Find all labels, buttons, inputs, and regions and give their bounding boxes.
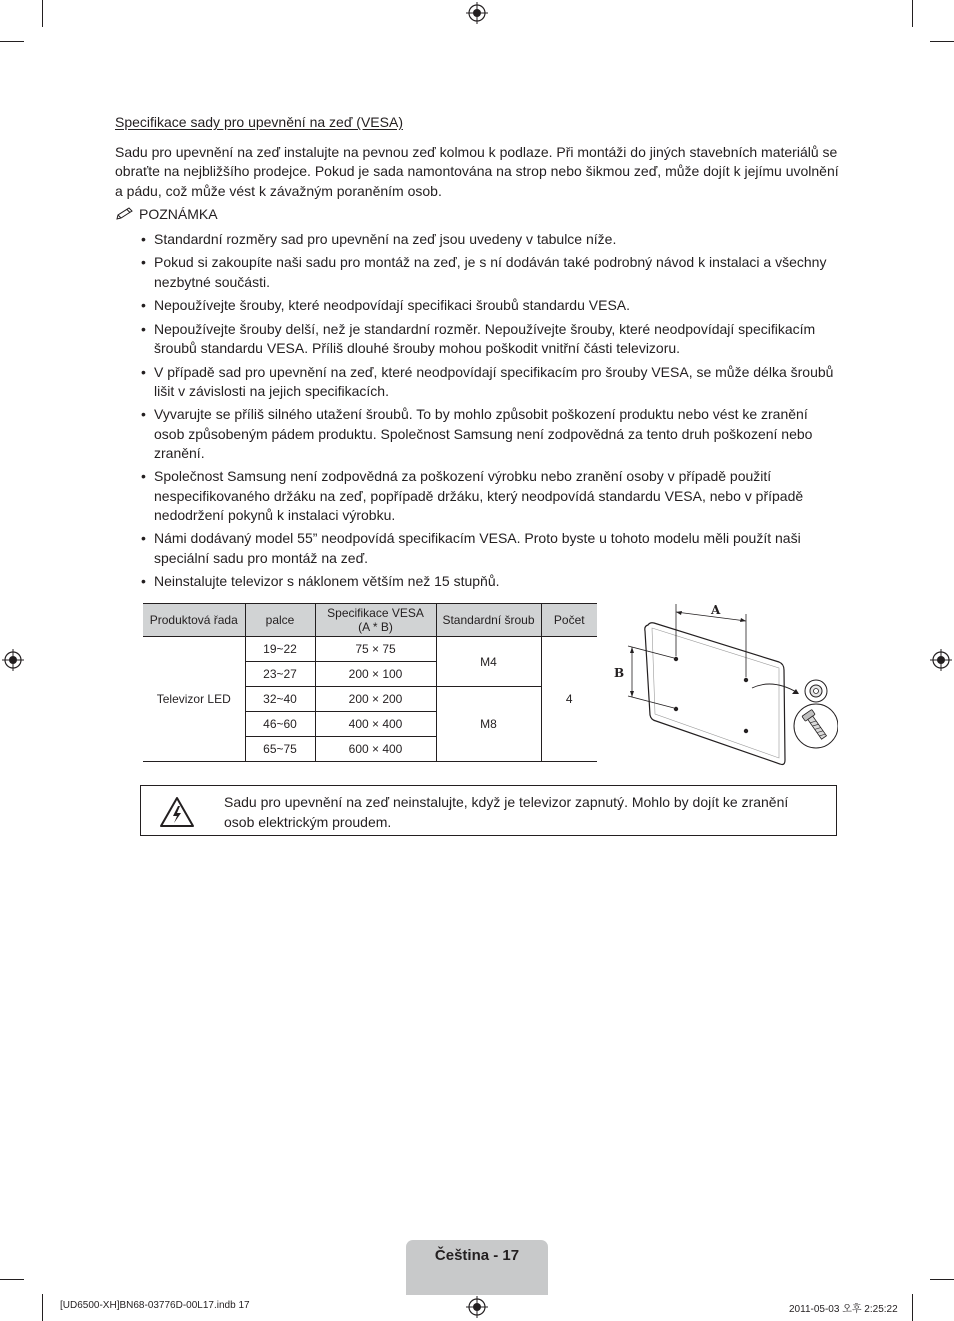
warning-text: Sadu pro upevnění na zeď neinstalujte, když je televizor zapnutý. Mohlo by dojít ke zranění osob elektrickým proudem. [224,794,789,830]
header-product-line: Produktová řada [143,604,245,637]
note-label: POZNÁMKA [139,206,218,222]
page-label: Čeština - 17 [434,1247,520,1264]
list-item: • Pokud si zakoupíte naši sadu pro montáž na zeď, je s ní dodáván také podrobný návod k instalaci a všechny nezbytné součásti. [141,253,841,292]
inches-cell: 19~22 [245,637,315,662]
inches-cell: 46~60 [245,712,315,737]
registration-mark-icon [466,1296,488,1318]
table-header-row [143,604,597,637]
inches-cell: 32~40 [245,687,315,712]
crop-mark [930,41,954,42]
page-number-tab [406,1240,548,1295]
mount-hole-icon [744,678,748,682]
vesa-spec-table [143,603,597,762]
count-cell: 4 [541,637,597,762]
note-heading [115,206,218,222]
electric-shock-warning-icon [159,796,195,828]
list-item: • Standardní rozměry sad pro upevnění na zeď jsou uvedeny v tabulce níže. [141,230,841,249]
vesa-cell: 600 × 400 [315,737,436,762]
list-item: • Nepoužívejte šrouby delší, než je standardní rozměr. Nepoužívejte šrouby, které neodpovídají specifikacím šroubů standardu VESA. Příliš dlouhé šrouby mohou poškodit vnitřní části televizoru. [141,320,841,359]
header-vesa-line1: Specifikace VESA [327,606,424,620]
list-item: • Námi dodávaný model 55” neodpovídá specifikacím VESA. Proto byste u tohoto modelu měli použít naši speciální sadu pro montáž na zeď. [141,529,841,568]
intro-paragraph: Sadu pro upevnění na zeď instalujte na pevnou zeď kolmou k podlaze. Při montáži do jiných stavebních materiálů se obraťte na nejbližšího prodejce. Pokud je sada namontována na strop nebo šikmou zeď, může dojít k jejímu uvolnění a pádu, což může vést k závažným poraněním osob. [115,144,839,199]
header-vesa-line2: (A * B) [358,620,393,634]
mount-hole-icon [744,729,748,733]
pencil-note-icon [115,207,135,221]
dimension-label-b: B [614,666,625,680]
crop-mark [42,1294,43,1321]
registration-mark-icon [466,2,488,24]
inches-cell: 23~27 [245,662,315,687]
tv-back-panel [645,623,785,765]
list-item: • Společnost Samsung není zodpovědná za poškození výrobku nebo zranění osoby v případě použití nespecifikovaného držáku na zeď, popřípadě držáku, který neodpovídá standardu VESA, nebo v případě nedodržení pokynů k instalaci výrobku. [141,467,841,525]
mount-hole-icon [674,707,678,711]
wall-mount-diagram [608,598,838,770]
crop-mark [912,0,913,27]
print-stamp: 2011-05-03 오후 2:25:22 [789,1304,898,1315]
vesa-cell: 400 × 400 [315,712,436,737]
vesa-cell: 200 × 200 [315,687,436,712]
crop-mark [912,1294,913,1321]
header-vesa [315,604,436,637]
product-line-cell: Televizor LED [143,637,245,762]
screw-cell: M8 [436,687,541,762]
header-count: Počet [541,604,597,637]
table-row [143,637,597,662]
warning-box [140,785,837,836]
crop-mark [42,0,43,27]
inches-cell: 65~75 [245,737,315,762]
dimension-label-a: A [711,603,721,617]
header-inches: palce [245,604,315,637]
list-item: • V případě sad pro upevnění na zeď, které neodpovídají specifikacím pro šrouby VESA, se může délka šroubů lišit v závislosti na jejich specifikacích. [141,363,841,402]
crop-mark [0,1279,24,1280]
header-screw: Standardní šroub [436,604,541,637]
registration-mark-icon [930,649,952,671]
registration-mark-icon [2,649,24,671]
list-item: • Neinstalujte televizor s náklonem větším než 15 stupňů. [141,572,841,591]
screw-cell: M4 [436,637,541,687]
crop-mark [0,41,24,42]
section-title: Specifikace sady pro upevnění na zeď (VESA) [115,114,403,130]
vesa-cell: 200 × 100 [315,662,436,687]
list-item: • Nepoužívejte šrouby, které neodpovídají specifikaci šroubů standardu VESA. [141,296,841,315]
notes-list [141,230,841,596]
vesa-cell: 75 × 75 [315,637,436,662]
file-slug: [UD6500-XH]BN68-03776D-00L17.indb 17 [60,1300,250,1311]
list-item: • Vyvarujte se příliš silného utažení šroubů. To by mohlo způsobit poškození produktu nebo vést ke zranění osob způsobeným pádem produktu. Společnost Samsung není zodpovědná za tento druh poškození nebo zranění. [141,405,841,463]
mount-hole-icon [674,657,678,661]
crop-mark [930,1279,954,1280]
